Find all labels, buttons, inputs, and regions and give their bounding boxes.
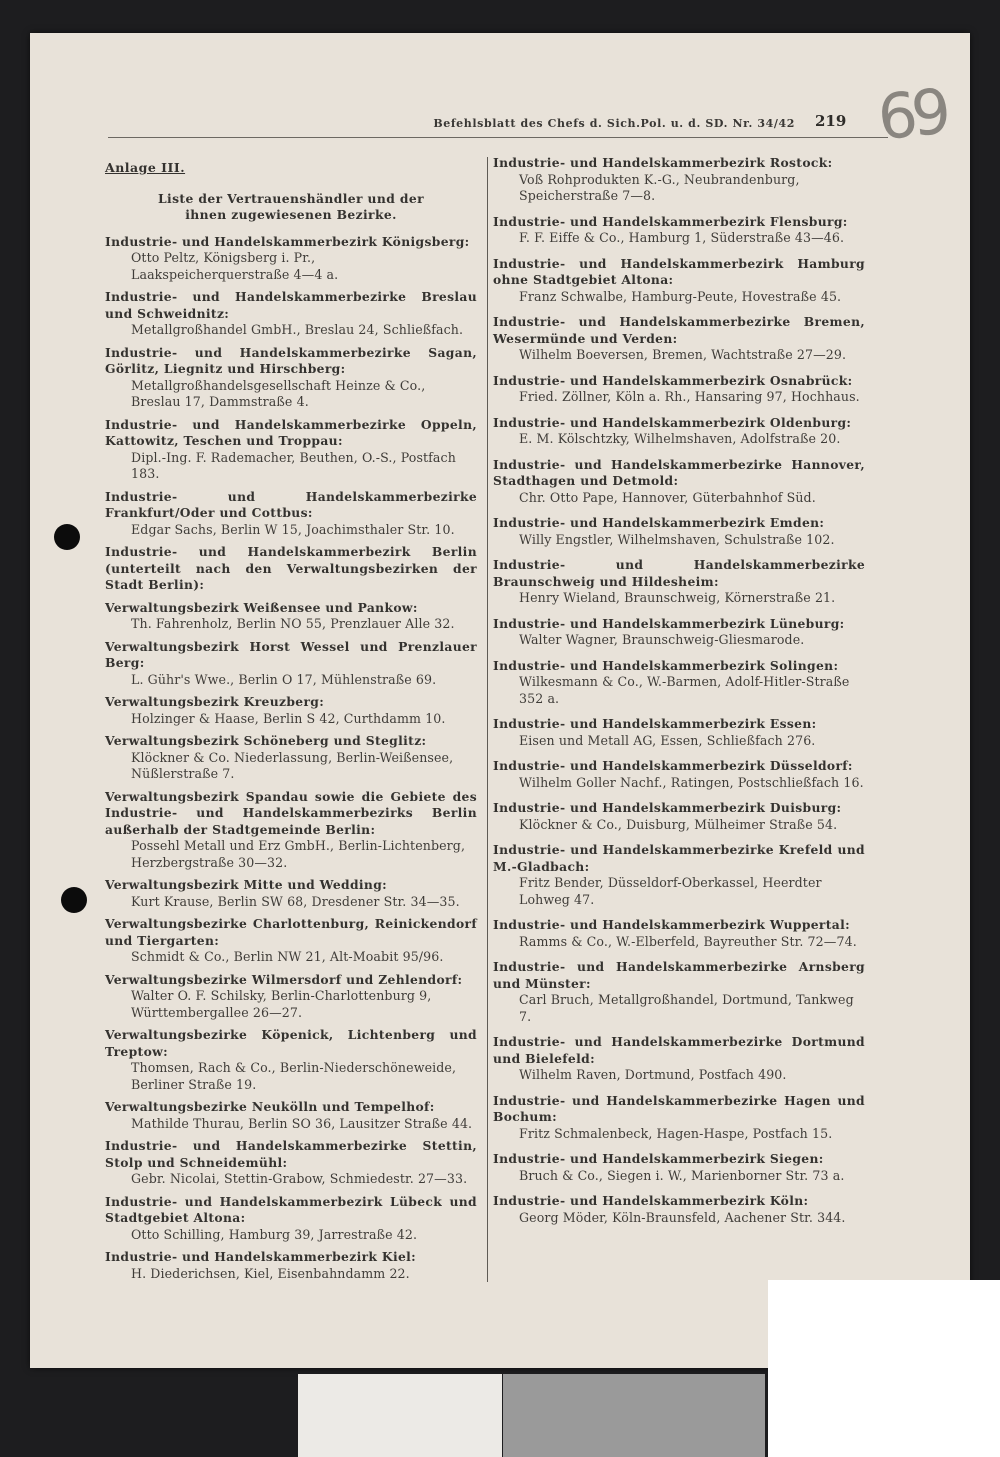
chamber-district: Verwaltungsbezirke Neukölln und Tempelhof: [105,1099,435,1114]
chamber-district: Industrie- und Handelskammerbezirke Bremen, Wesermünde und Verden: [493,314,865,346]
handwritten-folio-number: 69 [874,74,949,155]
chamber-district: Industrie- und Handelskammerbezirk Wuppertal: [493,917,851,932]
trusted-dealer: Willy Engstler, Wilhelmshaven, Schulstraße 102. [519,531,835,547]
trusted-dealer: E. M. Kölschtzky, Wilhelmshaven, Adolfstraße 20. [519,431,841,446]
chamber-district: Industrie- und Handelskammerbezirk Berlin (unterteilt nach den Verwaltungsbezirken der Stadt Berlin): [105,544,477,592]
trusted-dealer: Walter Wagner, Braunschweig-Gliesmarode. [519,632,805,647]
annex-label: Anlage III. [105,160,186,175]
directory-entry [105,234,477,284]
directory-entry [493,415,865,448]
trusted-dealer: Dipl.-Ing. F. Rademacher, Beuthen, O.-S., Postfach 183. [131,449,456,481]
directory-entry [493,557,865,607]
trusted-dealer: Carl Bruch, Metallgroßhandel, Dortmund, Tankweg 7. [519,992,854,1024]
chamber-district: Industrie- und Handelskammerbezirke Braunschweig und Hildesheim: [493,557,865,589]
trusted-dealer: Franz Schwalbe, Hamburg-Peute, Hovestraße 45. [519,288,842,304]
trusted-dealer: Fried. Zöllner, Köln a. Rh., Hansaring 97, Hochhaus. [519,389,860,404]
directory-entry [105,600,477,633]
trusted-dealer: Kurt Krause, Berlin SW 68, Dresdener Str. 34—35. [131,893,460,909]
trusted-dealer: H. Diederichsen, Kiel, Eisenbahndamm 22. [131,1265,410,1281]
list-title: Liste der Vertrauenshändler und der ihnen zugewiesenen Bezirke. [157,190,425,222]
directory-entry [105,1138,477,1188]
trusted-dealer: Klöckner & Co., Duisburg, Mülheimer Straße 54. [519,816,838,832]
directory-entry [105,972,477,1022]
header-rule [108,137,888,138]
trusted-dealer: Possehl Metall und Erz GmbH., Berlin-Lichtenberg, Herzbergstraße 30—32. [131,838,466,870]
directory-entry [105,1194,477,1244]
directory-entry [105,916,477,966]
chamber-district: Industrie- und Handelskammerbezirk Osnabrück: [493,372,853,388]
trusted-dealer: F. F. Eiffe & Co., Hamburg 1, Süderstraße 43—46. [519,230,845,245]
punch-hole-upper [54,524,80,550]
trusted-dealer: Klöckner & Co. Niederlassung, Berlin-Weißensee, Nüßlerstraße 7. [131,749,454,781]
trusted-dealer: Thomsen, Rach & Co., Berlin-Niederschöneweide, Berliner Straße 19. [131,1060,457,1092]
trusted-dealer: Otto Peltz, Königsberg i. Pr., Laakspeicherquerstraße 4—4 a. [131,250,339,282]
chamber-district: Industrie- und Handelskammerbezirk Siegen: [493,1151,824,1166]
chamber-district: Industrie- und Handelskammerbezirk Hamburg ohne Stadtgebiet Altona: [493,255,865,287]
chamber-district: Verwaltungsbezirk Kreuzberg: [105,694,325,709]
directory-entry [493,214,865,247]
scan-calibration-patch-grey [503,1374,765,1457]
trusted-dealer: Otto Schilling, Hamburg 39, Jarrestraße 42. [131,1226,418,1242]
directory-entry [105,1027,477,1093]
left-column [105,160,477,1288]
directory-entry [493,716,865,749]
right-entry-list [493,155,865,1226]
chamber-district: Industrie- und Handelskammerbezirke Frankfurt/Oder und Cottbus: [105,488,477,520]
chamber-district: Verwaltungsbezirk Horst Wessel und Prenzlauer Berg: [105,638,477,670]
chamber-district: Industrie- und Handelskammerbezirk Emden: [493,515,825,530]
trusted-dealer: Wilhelm Raven, Dortmund, Postfach 490. [519,1067,787,1082]
trusted-dealer: Walter O. F. Schilsky, Berlin-Charlottenburg 9, Württembergallee 26—27. [131,988,432,1020]
trusted-dealer: Schmidt & Co., Berlin NW 21, Alt-Moabit 95/96. [131,949,444,964]
publication-header: Befehlsblatt des Chefs d. Sich.Pol. u. d. SD. Nr. 34/42 [433,117,795,130]
directory-entry [493,256,865,306]
chamber-district: Industrie- und Handelskammerbezirk Königsberg: [105,233,470,249]
trusted-dealer: Th. Fahrenholz, Berlin NO 55, Prenzlauer Alle 32. [131,616,455,631]
trusted-dealer: Holzinger & Haase, Berlin S 42, Curthdamm 10. [131,710,446,726]
directory-entry [105,544,477,594]
trusted-dealer: Wilhelm Boeversen, Bremen, Wachtstraße 27—29. [519,347,847,362]
directory-entry [105,345,477,411]
trusted-dealer: Henry Wieland, Braunschweig, Körnerstraße 21. [519,590,836,605]
trusted-dealer: Ramms & Co., W.-Elberfeld, Bayreuther Str. 72—74. [519,933,857,949]
left-entry-list [105,234,477,1283]
directory-entry [493,959,865,1025]
chamber-district: Industrie- und Handelskammerbezirk Solingen: [493,657,839,673]
directory-entry [493,917,865,950]
chamber-district: Verwaltungsbezirk Mitte und Wedding: [105,877,388,892]
trusted-dealer: Fritz Schmalenbeck, Hagen-Haspe, Postfach 15. [519,1125,833,1141]
directory-entry [493,373,865,406]
directory-entry [493,616,865,649]
chamber-district: Industrie- und Handelskammerbezirk Düsseldorf: [493,758,853,773]
directory-entry [105,1099,477,1132]
chamber-district: Verwaltungsbezirke Charlottenburg, Reinickendorf und Tiergarten: [105,916,477,948]
trusted-dealer: Chr. Otto Pape, Hannover, Güterbahnhof Süd. [519,489,816,505]
directory-entry [493,758,865,791]
chamber-district: Industrie- und Handelskammerbezirke Breslau und Schweidnitz: [105,289,477,321]
trusted-dealer: Eisen und Metall AG, Essen, Schließfach 276. [519,732,816,748]
scan-white-patch [768,1280,1000,1457]
chamber-district: Verwaltungsbezirk Weißensee und Pankow: [105,599,418,615]
trusted-dealer: Bruch & Co., Siegen i. W., Marienborner Str. 73 a. [519,1167,845,1183]
chamber-district: Industrie- und Handelskammerbezirk Lüneburg: [493,615,845,631]
chamber-district: Industrie- und Handelskammerbezirke Oppeln, Kattowitz, Teschen und Troppau: [105,416,477,448]
directory-entry [105,289,477,339]
chamber-district: Industrie- und Handelskammerbezirke Dortmund und Bielefeld: [493,1034,865,1066]
directory-entry [493,1151,865,1184]
right-column [493,155,865,1235]
directory-entry [493,155,865,205]
directory-entry [105,694,477,727]
chamber-district: Industrie- und Handelskammerbezirk Köln: [493,1193,809,1208]
chamber-district: Verwaltungsbezirke Köpenick, Lichtenberg und Treptow: [105,1027,477,1059]
chamber-district: Industrie- und Handelskammerbezirke Krefeld und M.-Gladbach: [493,842,865,874]
directory-entry [105,877,477,910]
chamber-district: Industrie- und Handelskammerbezirk Oldenburg: [493,414,852,430]
chamber-district: Industrie- und Handelskammerbezirk Essen: [493,716,817,731]
directory-entry [493,800,865,833]
directory-entry [105,733,477,783]
chamber-district: Industrie- und Handelskammerbezirk Kiel: [105,1249,417,1264]
trusted-dealer: Edgar Sachs, Berlin W 15, Joachimsthaler Str. 10. [131,521,455,537]
directory-entry [105,789,477,872]
directory-entry [105,1249,477,1282]
punch-hole-lower [61,887,87,913]
trusted-dealer: Metallgroßhandel GmbH., Breslau 24, Schließfach. [131,322,464,337]
chamber-district: Industrie- und Handelskammerbezirk Rostock: [493,155,833,170]
directory-entry [493,842,865,908]
directory-entry [105,639,477,689]
trusted-dealer: Georg Möder, Köln-Braunsfeld, Aachener Str. 344. [519,1209,846,1225]
chamber-district: Industrie- und Handelskammerbezirk Flensburg: [493,213,848,229]
trusted-dealer: Wilhelm Goller Nachf., Ratingen, Postschließfach 16. [519,774,864,790]
trusted-dealer: L. Gühr's Wwe., Berlin O 17, Mühlenstraße 69. [131,671,437,687]
trusted-dealer: Fritz Bender, Düsseldorf-Oberkassel, Heerdter Lohweg 47. [519,875,822,907]
chamber-district: Verwaltungsbezirk Spandau sowie die Gebiete des Industrie- und Handelskammerbezirks Berlin außerhalb der Stadtgemeinde Berlin: [105,788,477,837]
directory-entry [105,417,477,483]
chamber-district: Industrie- und Handelskammerbezirke Sagan, Görlitz, Liegnitz und Hirschberg: [105,344,477,376]
chamber-district: Verwaltungsbezirke Wilmersdorf und Zehlendorf: [105,971,463,987]
trusted-dealer: Mathilde Thurau, Berlin SO 36, Lausitzer Straße 44. [131,1115,473,1131]
scan-calibration-patch-light [298,1374,502,1457]
chamber-district: Industrie- und Handelskammerbezirke Stettin, Stolp und Schneidemühl: [105,1138,477,1170]
directory-entry [105,489,477,539]
chamber-district: Industrie- und Handelskammerbezirk Lübeck und Stadtgebiet Altona: [105,1193,477,1225]
directory-entry [493,314,865,364]
trusted-dealer: Metallgroßhandelsgesellschaft Heinze & Co., Breslau 17, Dammstraße 4. [131,377,426,409]
chamber-district: Verwaltungsbezirk Schöneberg und Steglitz: [105,733,427,748]
directory-entry [493,457,865,507]
directory-entry [493,1193,865,1226]
trusted-dealer: Voß Rohprodukten K.-G., Neubrandenburg, Speicherstraße 7—8. [519,171,800,203]
directory-entry [493,1093,865,1143]
chamber-district: Industrie- und Handelskammerbezirk Duisburg: [493,800,842,815]
directory-entry [493,658,865,708]
chamber-district: Industrie- und Handelskammerbezirke Hannover, Stadthagen und Detmold: [493,456,865,488]
chamber-district: Industrie- und Handelskammerbezirke Hagen und Bochum: [493,1092,865,1124]
directory-entry [493,515,865,548]
column-divider [487,157,488,1282]
trusted-dealer: Wilkesmann & Co., W.-Barmen, Adolf-Hitler-Straße 352 a. [519,674,850,706]
trusted-dealer: Gebr. Nicolai, Stettin-Grabow, Schmiedestr. 27—33. [131,1171,468,1186]
page-number: 219 [815,112,847,130]
directory-entry [493,1034,865,1084]
chamber-district: Industrie- und Handelskammerbezirke Arnsberg und Münster: [493,959,865,991]
